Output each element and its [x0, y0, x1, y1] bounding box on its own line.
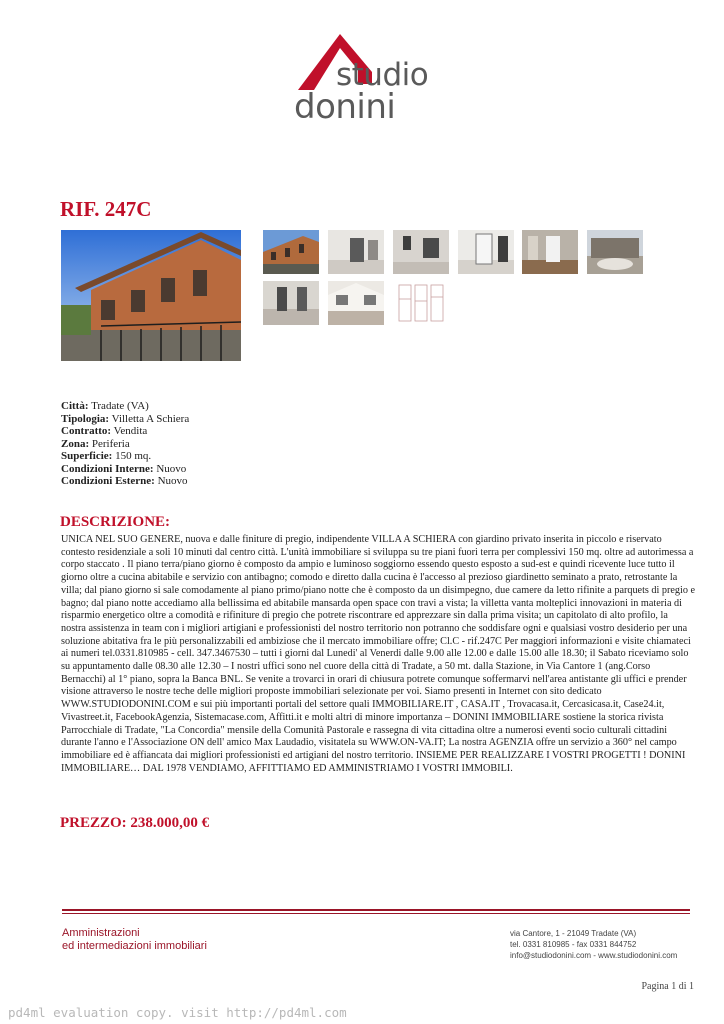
footer-divider — [62, 909, 690, 911]
thumbnail-floor-plan[interactable] — [393, 281, 449, 325]
footer-contacts — [510, 928, 677, 961]
price: PREZZO: 238.000,00 € — [60, 815, 210, 831]
detail-zone: Zona: Periferia — [61, 437, 130, 450]
property-details — [61, 400, 189, 488]
footer-address: via Cantore, 1 - 21049 Tradate (VA) — [510, 929, 637, 938]
footer-phone: tel. 0331 810985 - fax 0331 844752 — [510, 940, 637, 949]
logo-word-studio: studio — [336, 57, 429, 93]
description-heading: DESCRIZIONE: — [60, 514, 171, 530]
footer-tagline: Amministrazioni ed intermediazioni immobiliari — [62, 927, 207, 952]
thumbnail-interior-3[interactable] — [458, 230, 514, 274]
thumbnail-interior-4[interactable] — [522, 230, 578, 274]
page-number: Pagina 1 di 1 — [641, 981, 694, 992]
logo-word-donini: donini — [294, 87, 396, 127]
studio-donini-logo — [292, 34, 442, 129]
main-property-photo[interactable] — [61, 230, 241, 361]
detail-area: Superficie: 150 mq. — [61, 450, 152, 462]
detail-interior-condition: Condizioni Interne: Nuovo — [61, 462, 187, 475]
footer-divider-thin — [62, 913, 690, 914]
evaluation-watermark: pd4ml evaluation copy. visit http://pd4ml.com — [8, 1005, 347, 1020]
thumbnail-interior-5[interactable] — [263, 281, 319, 325]
detail-city: Città: Tradate (VA) — [61, 400, 149, 412]
thumbnail-garden[interactable] — [587, 230, 643, 274]
thumbnail-attic[interactable] — [328, 281, 384, 325]
detail-type: Tipologia: Villetta A Schiera — [61, 412, 190, 425]
thumbnail-interior-2[interactable] — [393, 230, 449, 274]
thumbnail-exterior[interactable] — [263, 230, 319, 274]
listing-reference: RIF. 247C — [60, 197, 152, 221]
footer-web[interactable]: info@studiodonini.com - www.studiodonini.com — [510, 951, 678, 960]
description-text: UNICA NEL SUO GENERE, nuova e dalle finiture di pregio, indipendente VILLA A SCHIERA con giardino privato inserita in piccolo e riservato contesto residenziale a soli 10 minuti dal centro città. L'unità immobiliare si sviluppa su tre piani fuori terra per complessivi 150 mq. oltre ad autorimessa a corpo staccato . Il piano terra/piano giorno è composto da ampio e luminoso soggiorno essendo questo esposto a sud-est e quindi ricevente luce tutto il giorno oltre a cucina abitabile e servizio con antibagno; comodo e diretto dalla cucina è l'accesso al prezioso giardinetto seminato a prato, retrostante la villa; dal piano giorno si sale comodamente al piano primo/piano notte che è composto da un disimpegno, due camere da letto rifinite a parquets di pregio e bagno; dal piano notte accediamo alla bellissima ed abitabile mansarda open space con travi a vista; la villetta vanta molteplici innovazioni in materia di risparmio energetico oltre a comodità e rifiniture di pregio che potrete riscontrare ed apprezzare sin dalla prima visita; un capitolato di alto profilo, la nostra assistenza in team con i migliori artigiani e professionisti del nostro territorio non potranno che soddisfare ogni e qualsiasi vostro desiderio per una soluzione abitativa fra le più personalizzabili ed ambiziose che il mercato immobiliare offre; Cl.C - rif.247C Per maggiori informazioni e visite chiamateci ai numeri tel.0331.810985 - cell. 347.3467530 – tutti i giorni dal Lunedi' al Venerdi dalle 9.00 alle 12.00 e dalle 15.00 alle 18.30; il Sabato riceviamo solo su appuntamento dalle 08.30 alle 12.30 – I nostri uffici sono nel cuore della città di Tradate, a 50 mt. dalla Stazione, in Via Cantore 1 (ang.Corso Bernacchi) al 1° piano, sopra la Banca BNL. Se venite a trovarci in orari di chiusura potrete comunque soffermarvi nell'area antistante gli uffici e prender visione attraverso le nostre teche delle migliori proposte immobiliari selezionate per voi. Siamo presenti in Internet con sito dedicato WWW.STUDIODONINI.COM e sui più importanti portali del settore quali IMMOBILIARE.IT , CASA.IT , Trovacasa.it, Cercasicasa.it, Case24.it, Vivastreet.it, FacebookAgenzia, Sistemacase.com, Affitti.it e molti altri di minore importanza – DONINI IMMOBILIARE sostiene la storica rivista Parrocchiale di Tradate, "La Concordia" mensile della Comunità Pastorale e rassegna di vita cittadina oltre a numerosi eventi socio culturali cittadini durante l'anno e l'Associazione ON dell' amico Max Laudadio, visitatela su WWW.ON-VA.IT; La nostra AGENZIA offre un servizio a 360° nel campo immobiliare ed è affiancata dai migliori professionisti ed artigiani del nostro territorio. INSIEME PER REALIZZARE I VOSTRI PROGETTI ! DONINI IMMOBILIARE… DAL 1978 VENDIAMO, AFFITTIAMO ED AMMINISTRIAMO I VOSTRI IMMOBILI. — [61, 534, 695, 774]
detail-exterior-condition: Condizioni Esterne: Nuovo — [61, 475, 188, 487]
detail-contract: Contratto: Vendita — [61, 425, 148, 437]
thumbnail-interior-1[interactable] — [328, 230, 384, 274]
